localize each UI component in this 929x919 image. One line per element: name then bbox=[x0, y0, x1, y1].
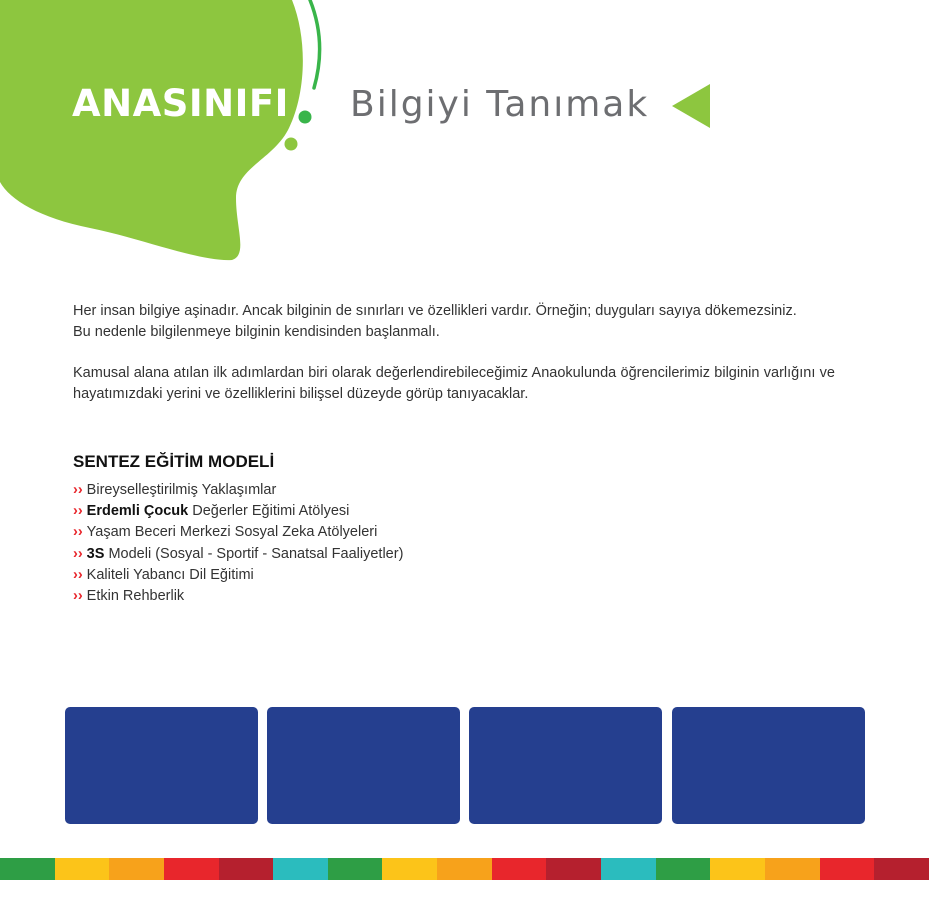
feature-list bbox=[73, 480, 403, 607]
title-arrow-icon bbox=[672, 84, 710, 128]
category-title: ANASINIFI bbox=[72, 82, 289, 125]
list-item bbox=[73, 522, 403, 543]
image-placeholder-1 bbox=[65, 707, 258, 824]
list-item bbox=[73, 480, 403, 501]
chevron-right-icon: ›› bbox=[73, 503, 83, 520]
list-item bbox=[73, 501, 403, 522]
color-stripe bbox=[55, 858, 110, 880]
image-placeholder-4 bbox=[672, 707, 865, 824]
chevron-right-icon: ›› bbox=[73, 588, 83, 605]
color-stripe bbox=[874, 858, 929, 880]
intro-paragraph-1 bbox=[73, 301, 835, 343]
chevron-right-icon: ›› bbox=[73, 566, 83, 583]
list-item-text: Değerler Eğitimi Atölyesi bbox=[188, 503, 350, 520]
chevron-right-icon: ›› bbox=[73, 524, 83, 541]
page-title: Bilgiyi Tanımak bbox=[350, 84, 650, 125]
color-stripe bbox=[382, 858, 437, 880]
intro-paragraph-2: Kamusal alana atılan ilk adımlardan biri olarak değerlendirebileceğimiz Anaokulunda öğrencilerimiz bilginin varlığını ve hayatımızdaki yerini ve özelliklerini bilişsel düzeyde görüp tanıyacaklar. bbox=[73, 365, 835, 402]
color-stripe bbox=[710, 858, 765, 880]
color-stripe-bar bbox=[0, 858, 929, 880]
list-item-bold: Erdemli Çocuk bbox=[86, 503, 189, 520]
color-stripe bbox=[164, 858, 219, 880]
list-item-text: Modeli (Sosyal - Sportif - Sanatsal Faaliyetler) bbox=[104, 545, 404, 562]
list-item bbox=[73, 586, 403, 607]
color-stripe bbox=[273, 858, 328, 880]
chevron-right-icon: ›› bbox=[73, 545, 83, 562]
list-item-text: Yaşam Beceri Merkezi Sosyal Zeka Atölyeleri bbox=[86, 524, 378, 541]
color-stripe bbox=[546, 858, 601, 880]
intro-paragraph-1-line-2: Bu nedenle bilgilenmeye bilginin kendisinden başlanmalı. bbox=[73, 324, 440, 340]
list-item-bold: 3S bbox=[86, 545, 105, 562]
color-stripe bbox=[492, 858, 547, 880]
decorative-green-blob bbox=[0, 0, 340, 270]
list-item-text: Bireyselleştirilmiş Yaklaşımlar bbox=[86, 482, 277, 498]
list-item-text: Kaliteli Yabancı Dil Eğitimi bbox=[86, 566, 254, 583]
list-item-text: Etkin Rehberlik bbox=[86, 588, 185, 605]
color-stripe bbox=[820, 858, 875, 880]
image-placeholder-3 bbox=[469, 707, 662, 824]
list-item bbox=[73, 565, 403, 586]
intro-text bbox=[73, 301, 835, 405]
color-stripe bbox=[656, 858, 711, 880]
image-placeholder-2 bbox=[267, 707, 460, 824]
chevron-right-icon: ›› bbox=[73, 482, 83, 498]
color-stripe bbox=[0, 858, 55, 880]
intro-paragraph-1-line-1: Her insan bilgiye aşinadır. Ancak bilginin de sınırları ve özellikleri vardır. Örneğin; duyguları sayıya dökemezsiniz. bbox=[73, 303, 797, 319]
color-stripe bbox=[219, 858, 274, 880]
color-stripe bbox=[601, 858, 656, 880]
list-item bbox=[73, 544, 403, 565]
color-stripe bbox=[765, 858, 820, 880]
color-stripe bbox=[437, 858, 492, 880]
color-stripe bbox=[328, 858, 383, 880]
color-stripe bbox=[109, 858, 164, 880]
section-heading: SENTEZ EĞİTİM MODELİ bbox=[73, 452, 275, 471]
